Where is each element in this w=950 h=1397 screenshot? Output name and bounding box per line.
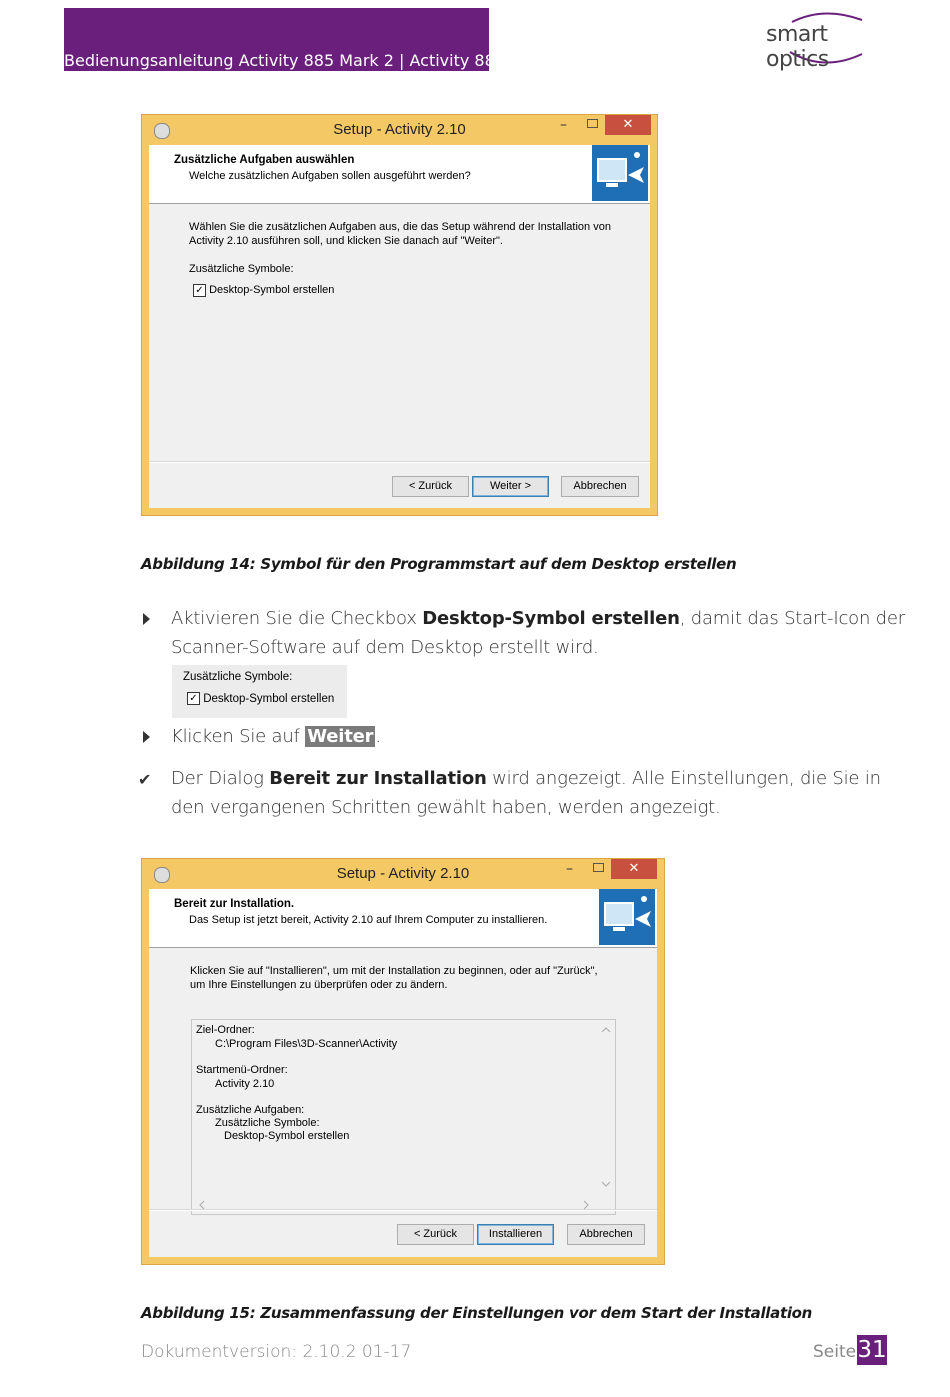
figure-caption-14: Abbildung 14: Symbol für den Programmstart auf dem Desktop erstellen — [141, 555, 737, 573]
back-button[interactable]: < Zurück — [392, 476, 469, 497]
wizard-page-title: Bereit zur Installation. — [174, 898, 295, 910]
summary-line: Zusätzliche Aufgaben: — [196, 1104, 305, 1116]
instruction-line-1: Wählen Sie die zusätzlichen Aufgaben aus, die das Setup während der Installation von — [189, 221, 611, 233]
wizard-page-subtitle: Welche zusätzlichen Aufgaben sollen ausgeführt werden? — [189, 170, 471, 182]
window-title: Setup - Activity 2.10 — [336, 865, 470, 882]
setup-wizard-icon — [599, 889, 655, 945]
weiter-highlight: Weiter — [307, 726, 374, 747]
wizard-page-title: Zusätzliche Aufgaben auswählen — [174, 154, 355, 166]
bullet-arrow-icon — [143, 613, 150, 625]
back-button[interactable]: < Zurück — [397, 1224, 474, 1245]
wizard-header — [149, 145, 650, 204]
snippet-group-label: Zusätzliche Symbole: — [183, 671, 293, 683]
result-text: Der Dialog Bereit zur Installation wird angezeigt. Alle Einstellungen, die Sie in den vergangenen Schritten gewählt haben, werden angezeigt. — [171, 768, 881, 818]
minimize-button[interactable]: – — [566, 861, 573, 877]
instruction-line-2: Activity 2.10 ausführen soll, und klicken Sie danach auf "Weiter". — [189, 235, 503, 247]
summary-line: Zusätzliche Symbole: — [215, 1117, 320, 1129]
dialog-client — [149, 889, 657, 1257]
summary-line: Desktop-Symbol erstellen — [224, 1130, 350, 1142]
page-label: Seite — [813, 1342, 857, 1362]
maximize-button[interactable] — [593, 863, 604, 872]
vertical-scrollbar[interactable] — [599, 1022, 613, 1192]
minimize-button[interactable]: – — [560, 117, 567, 133]
install-button[interactable]: Installieren — [477, 1224, 554, 1245]
close-button[interactable]: ✕ — [611, 859, 657, 879]
step-activate-checkbox: Aktivieren Sie die Checkbox Desktop-Symbol erstellen, damit das Start-Icon der Scanner-Software auf dem Desktop erstellt wird. — [171, 608, 905, 658]
setup-dialog-tasks — [141, 114, 658, 516]
check-mark-icon: ✔ — [138, 770, 152, 789]
logo-text: smart optics — [766, 22, 829, 72]
close-button[interactable]: ✕ — [605, 115, 651, 135]
button-separator — [149, 1209, 657, 1211]
window-title: Setup - Activity 2.10 — [333, 121, 466, 138]
instruction-line-2: um Ihre Einstellungen zu überprüfen oder zu ändern. — [190, 979, 448, 991]
step-click-weiter: Klicken Sie auf Weiter . — [171, 726, 381, 747]
page-number: 31 — [857, 1337, 887, 1363]
document-version: Dokumentversion: 2.10.2 01-17 — [141, 1342, 412, 1362]
summary-line: Ziel-Ordner: — [196, 1024, 255, 1036]
figure-caption-15: Abbildung 15: Zusammenfassung der Einstellungen vor dem Start der Installation — [141, 1304, 813, 1322]
summary-memo[interactable] — [191, 1019, 616, 1215]
maximize-button[interactable] — [587, 119, 598, 128]
setup-wizard-icon — [592, 145, 648, 201]
wizard-page-subtitle: Das Setup ist jetzt bereit, Activity 2.10 auf Ihrem Computer zu installieren. — [189, 914, 548, 926]
desktop-symbol-checkbox[interactable]: ✓ — [193, 284, 206, 297]
instruction-line-1: Klicken Sie auf "Installieren", um mit der Installation zu beginnen, oder auf "Zurück", — [190, 965, 598, 977]
wizard-header — [149, 889, 657, 948]
checkbox-label: Desktop-Symbol erstellen — [209, 284, 335, 296]
desktop-symbol-checkbox-row[interactable] — [193, 283, 334, 297]
next-button[interactable]: Weiter > — [472, 476, 549, 497]
title-bar — [142, 859, 664, 889]
title-bar — [142, 115, 657, 145]
smart-optics-logo — [762, 8, 888, 72]
snippet-checkbox: ✓ — [187, 692, 200, 705]
cancel-button[interactable]: Abbrechen — [561, 476, 639, 497]
bullet-arrow-icon — [143, 731, 150, 743]
cancel-button[interactable]: Abbrechen — [567, 1224, 645, 1245]
summary-line: Startmenü-Ordner: — [196, 1064, 288, 1076]
group-label: Zusätzliche Symbole: — [189, 263, 294, 275]
dialog-client — [149, 145, 650, 508]
snippet-checkbox-row: ✓ Desktop-Symbol erstellen — [187, 692, 334, 706]
checkbox-snippet — [172, 665, 347, 718]
button-separator — [149, 461, 650, 463]
summary-line: C:\Program Files\3D-Scanner\Activity — [215, 1038, 398, 1050]
document-title: Bedienungsanleitung Activity 885 Mark 2 | Activity 888 — [64, 51, 505, 70]
summary-line: Activity 2.10 — [215, 1078, 275, 1090]
header-band — [64, 8, 505, 71]
setup-dialog-ready — [141, 858, 665, 1265]
